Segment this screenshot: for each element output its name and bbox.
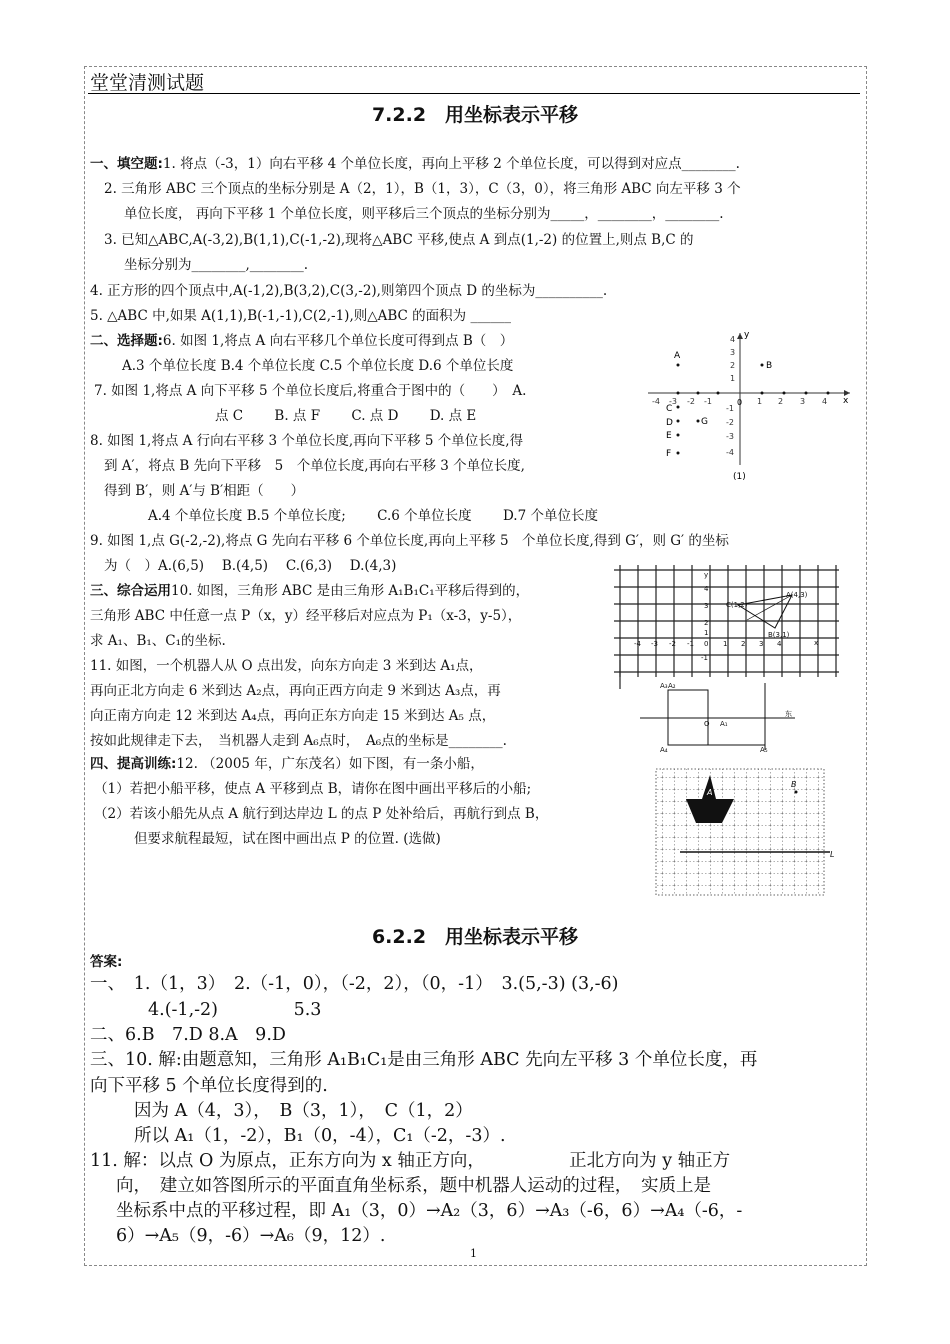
question-1: 一、填空题:1. 将点（-3，1）向右平移 4 个单位长度，再向上平移 2 个单位长度，可以得到对应点________. xyxy=(90,156,740,172)
fig2-xtick: 2 xyxy=(741,640,746,648)
fig3-label-a2: A₂ xyxy=(668,682,676,690)
page-number: 1 xyxy=(470,1247,477,1260)
fig1-point-e: E xyxy=(666,431,672,441)
fig1-ytick: 1 xyxy=(730,374,736,383)
question-6-options: A.3 个单位长度 B.4 个单位长度 C.5 个单位长度 D.6 个单位长度 xyxy=(122,358,514,374)
fig3-label-a4: A₄ xyxy=(660,746,668,754)
question-12-part2: （2）若该小船先从点 A 航行到达岸边 L 的点 P 处补给后，再航行到点 B， xyxy=(94,806,549,822)
question-9-options: 为（ ）A.(6,5) B.(4,5) C.(6,3) D.(4,3) xyxy=(104,558,397,574)
question-11-line3: 向正南方向走 12 米到达 A₄点，再向正东方向走 15 米到达 A₅ 点， xyxy=(90,708,496,724)
fig1-ytick: -1 xyxy=(726,404,734,413)
fig2-label-b: B(3,1) xyxy=(768,631,790,639)
fig2-ytick: -1 xyxy=(701,654,708,662)
fig1-ytick: 3 xyxy=(730,348,736,357)
question-8-line3: 得到 B′，则 A′与 B′相距（ ） xyxy=(104,483,305,499)
fig1-point-d: D xyxy=(666,418,673,428)
fig1-point-f: F xyxy=(666,449,672,459)
figure-2-triangle-grid xyxy=(614,565,844,690)
question-3-line2: 坐标分别为________,________. xyxy=(124,257,309,273)
question-11-line2: 再向正北方向走 6 米到达 A₂点，再向正西方向走 9 米到达 A₃点，再 xyxy=(90,683,501,699)
question-10-line2: 三角形 ABC 中任意一点 P（x，y）经平移后对应点为 P₁（x-3，y-5）， xyxy=(90,608,522,624)
fig1-ytick: -4 xyxy=(726,448,734,457)
fig2-ytick: 4 xyxy=(704,585,709,593)
fig2-xtick: 1 xyxy=(723,640,728,648)
fig1-point-a: A xyxy=(674,351,681,361)
answer-line6: 因为 A（4，3）， B（3，1）， C（1，2） xyxy=(134,1101,473,1121)
question-11-line1: 11. 如图，一个机器人从 O 点出发，向东方向走 3 米到达 A₁点， xyxy=(90,658,483,674)
fig2-label-x: x xyxy=(814,639,819,647)
answer-line3: 二、6.B 7.D 8.A 9.D xyxy=(90,1025,286,1045)
fig2-xtick: -3 xyxy=(651,640,658,648)
answer-line10: 坐标系中点的平移过程，即 A₁（3，0）→A₂（3，6）→A₃（-6，6）→A₄（-6，- xyxy=(116,1201,743,1221)
fig1-xtick: -3 xyxy=(669,397,677,406)
fig3-label-o: O xyxy=(704,720,710,728)
figure-1-coordinate-plane xyxy=(640,325,860,490)
fig2-xtick: -1 xyxy=(687,640,694,648)
question-8-options: A.4 个单位长度 B.5 个单位长度; C.6 个单位长度 D.7 个单位长度 xyxy=(148,508,598,524)
question-12-part1: （1）若把小船平移，使点 A 平移到点 B，请你在图中画出平移后的小船; xyxy=(94,781,532,797)
answer-line2: 4.(-1,-2) 5.3 xyxy=(148,1000,322,1020)
fig1-xtick: -1 xyxy=(704,397,712,406)
question-12-line1: 四、提高训练:12. （2005 年，广东茂名）如下图，有一条小船， xyxy=(90,756,484,772)
fig2-ytick: 2 xyxy=(704,619,709,627)
fig1-ytick: -2 xyxy=(726,418,734,427)
header-rule xyxy=(88,93,860,94)
question-8-line1: 8. 如图 1,将点 A 行向右平移 3 个单位长度,再向下平移 5 个单位长度,得 xyxy=(90,433,524,449)
answer-line4: 三、10. 解:由题意知，三角形 A₁B₁C₁是由三角形 ABC 先向左平移 3 个单位长度，再 xyxy=(90,1050,758,1070)
fig1-ytick: 2 xyxy=(730,361,736,370)
fig1-point-g: G xyxy=(701,417,708,427)
fig2-xtick: -4 xyxy=(634,640,641,648)
question-6: 二、选择题:6. 如图 1,将点 A 向右平移几个单位长度可得到点 B（ ） xyxy=(90,333,514,349)
fig1-xtick: -4 xyxy=(652,397,660,406)
page-header: 堂堂清测试题 xyxy=(90,72,205,94)
question-5: 5. △ABC 中,如果 A(1,1),B(-1,-1),C(2,-1),则△ABC 的面积为 ______ xyxy=(90,308,511,324)
fig3-label-a3: A₃ xyxy=(660,682,668,690)
answer-line11: 6）→A₅（9，-6）→A₆（9，12）. xyxy=(116,1226,386,1246)
figure-4-boat-grid xyxy=(650,765,840,900)
fig3-label-a1: A₁ xyxy=(720,720,728,728)
answer-line1: 一、 1.（1，3） 2.（-1，0），（-2，2），（0，-1） 3.(5,-3) (3,-6) xyxy=(90,974,619,994)
answer-label: 答案: xyxy=(90,954,123,970)
question-7-options: 点 C B. 点 F C. 点 D D. 点 E xyxy=(215,408,477,424)
fig2-ytick: 3 xyxy=(704,602,709,610)
fig1-point-b: B xyxy=(766,361,773,371)
fig1-caption: (1) xyxy=(733,472,746,482)
fig1-xtick: 4 xyxy=(822,397,828,406)
fig2-xtick: 3 xyxy=(759,640,764,648)
question-12-part2-cont: 但要求航程最短，试在图中画出点 P 的位置. (选做) xyxy=(134,831,441,847)
question-3-line1: 3. 已知△ABC,A(-3,2),B(1,1),C(-1,-2),现将△ABC 平移,使点 A 到点(1,-2) 的位置上,则点 B,C 的 xyxy=(104,232,694,248)
figure-3-robot-path xyxy=(640,680,800,755)
fig4-label-a: A xyxy=(707,788,713,797)
fig2-label-y: y xyxy=(704,571,709,579)
fig1-origin-label: 0 xyxy=(737,398,743,407)
fig1-xtick: 2 xyxy=(778,397,784,406)
fig1-ytick: -3 xyxy=(726,432,734,441)
fig1-xtick: -2 xyxy=(687,397,695,406)
fig2-label-a: A(4,3) xyxy=(786,591,808,599)
fig1-xtick: 1 xyxy=(757,397,763,406)
answer-line9: 向， 建立如答图所示的平面直角坐标系，题中机器人运动的过程， 实质上是 xyxy=(116,1176,711,1196)
fig2-xtick: 4 xyxy=(777,640,782,648)
fig2-ytick: 1 xyxy=(704,629,709,637)
question-10-line1: 三、综合运用10. 如图，三角形 ABC 是由三角形 A₁B₁C₁平移后得到的， xyxy=(90,583,530,599)
answer-line8: 11. 解：以点 O 为原点，正东方向为 x 轴正方向， 正北方向为 y 轴正方 xyxy=(90,1151,731,1171)
fig1-x-axis-label: x xyxy=(843,396,849,406)
fig1-ytick: 4 xyxy=(730,335,736,344)
question-8-line2: 到 A′，将点 B 先向下平移 5 个单位长度,再向右平移 3 个单位长度, xyxy=(104,458,525,474)
fig2-xtick: -2 xyxy=(669,640,676,648)
question-2-line2: 单位长度， 再向下平移 1 个单位长度，则平移后三个顶点的坐标分别为_____，________，________. xyxy=(124,206,724,222)
question-9-line1: 9. 如图 1,点 G(-2,-2),将点 G 先向右平移 6 个单位长度,再向上平移 5 个单位长度,得到 G′，则 G′ 的坐标 xyxy=(90,533,729,549)
answer-title: 6.2.2 用坐标表示平移 xyxy=(371,926,579,948)
fig2-label-c: C(1,2) xyxy=(726,601,748,609)
fig1-xtick: 3 xyxy=(800,397,806,406)
question-7-line1: 7. 如图 1,将点 A 向下平移 5 个单位长度后,将重合于图中的（ ） A. xyxy=(94,383,527,399)
question-10-line3: 求 A₁、B₁、C₁的坐标. xyxy=(90,633,226,649)
answer-line7: 所以 A₁（1，-2），B₁（0，-4），C₁（-2，-3）. xyxy=(134,1126,506,1146)
fig4-label-b: B xyxy=(791,780,797,789)
question-4: 4. 正方形的四个顶点中,A(-1,2),B(3,2),C(3,-2),则第四个顶点 D 的坐标为__________. xyxy=(90,283,608,299)
fig1-y-axis-label: y xyxy=(744,330,750,340)
fig3-label-a5: A₅ xyxy=(760,746,768,754)
fig3-label-east: 东 xyxy=(785,710,792,718)
question-11-line4: 按如此规律走下去， 当机器人走到 A₆点时， A₆点的坐标是________. xyxy=(90,733,507,749)
answer-line5: 向下平移 5 个单位长度得到的. xyxy=(90,1076,328,1096)
page-title: 7.2.2 用坐标表示平移 xyxy=(371,104,579,126)
fig2-xtick: 0 xyxy=(704,640,709,648)
fig4-label-l: L xyxy=(830,850,835,859)
question-2-line1: 2. 三角形 ABC 三个顶点的坐标分别是 A（2，1），B（1，3），C（3，0），将三角形 ABC 向左平移 3 个 xyxy=(104,181,741,197)
fig1-point-c: C xyxy=(666,404,673,414)
